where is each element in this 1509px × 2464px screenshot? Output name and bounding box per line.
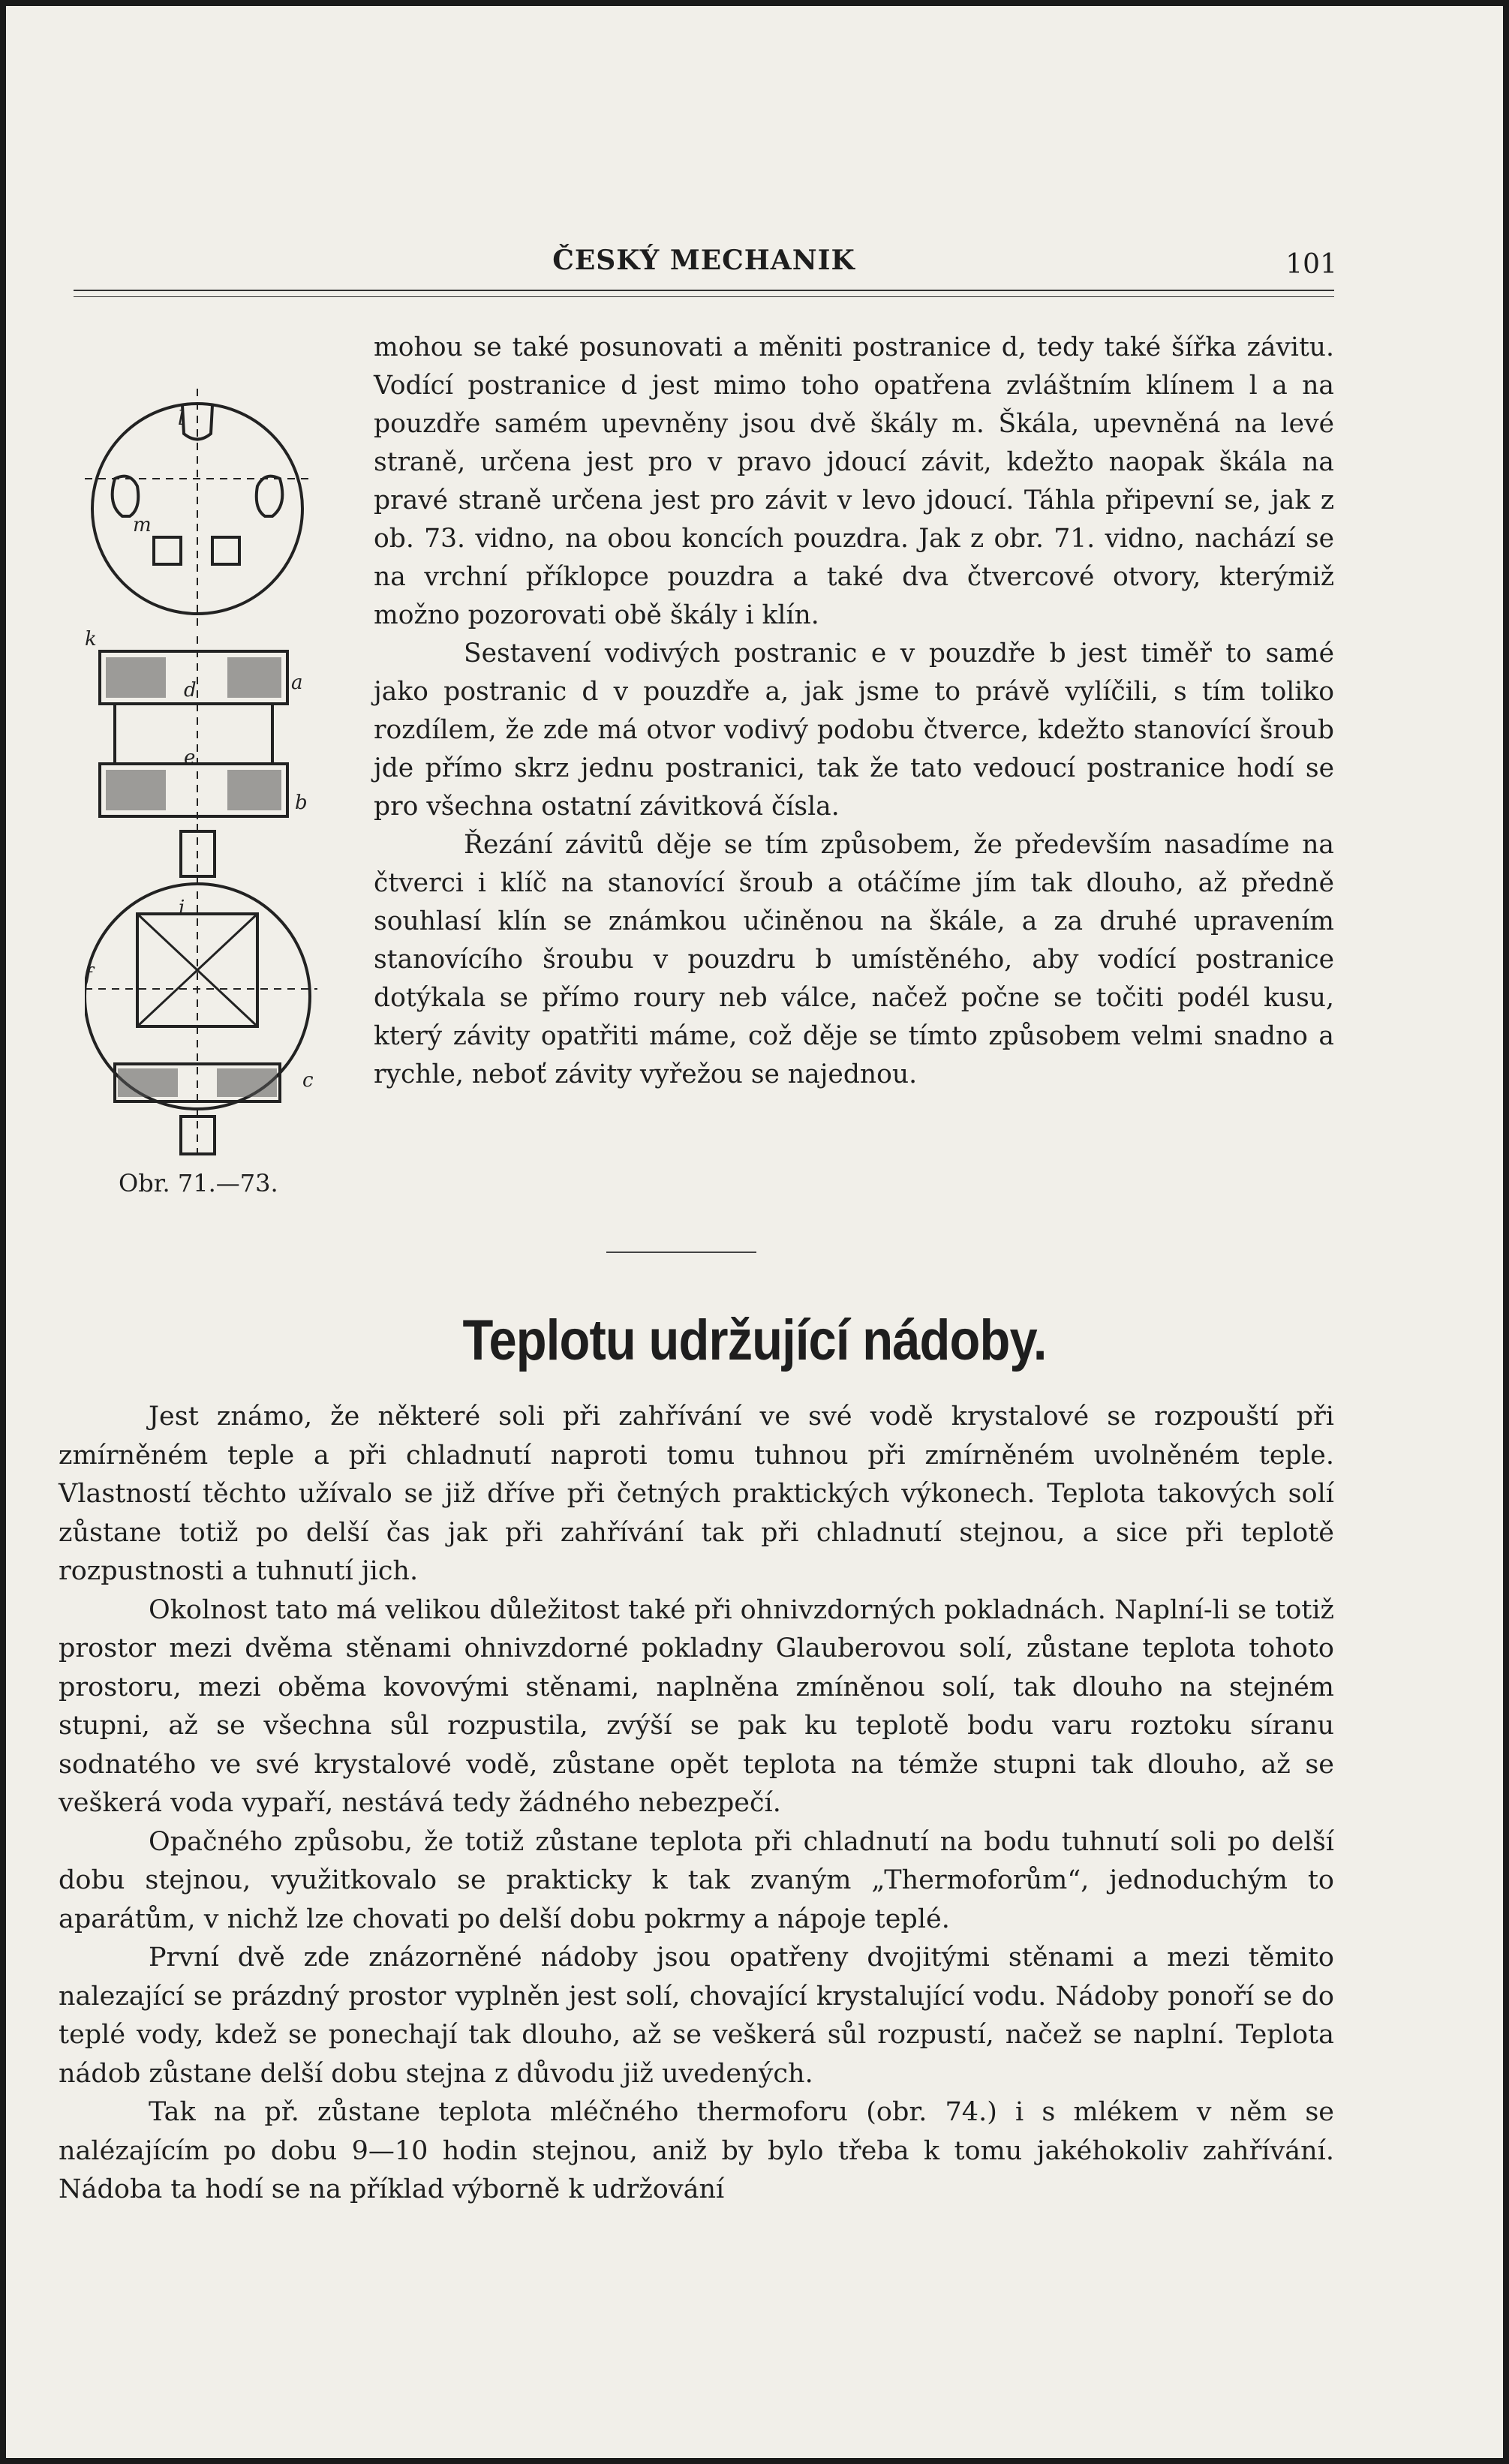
header-rule-thin bbox=[74, 296, 1334, 297]
fig71-window-right bbox=[212, 537, 239, 564]
column-text bbox=[374, 329, 1334, 1094]
column-paragraph: Sestavení vodivých postranic e v pouzdře b jest timěř to samé jako postranic d v pouzdře a, jak jsme to právě vylíčili, s tím toliko rozdílem, že zde má otvor vodivý podobu čtverce, kdežto stanovící šroub jde přímo skrz jednu postranici, tak že tato vedoucí postranice hodí se pro všechna ostatní závitková čísla. bbox=[374, 639, 1334, 822]
column-paragraph: mohou se také posunovati a měniti postranice d, tedy také šířka závitu. Vodící postranice d jest mimo toho opatřena zvláštním klínem l a na pouzdře samém upevněny jsou dvě škály m. Škála, upevněná na levé straně, určena jest pro v pravo jdoucí závit, kdežto naopak škála na pravé straně určena jest pro závit v levo jdoucí. Táhla připevní se, jak z ob. 73. vidno, na obou koncích pouzdra. Jak z obr. 71. vidno, nachází se na vrchní příklopce pouzdra a také dva čtvercové otvory, kterýmiž možno pozorovati obě škály i klín. bbox=[374, 332, 1334, 630]
body-paragraph: Opačného způsobu, že totiž zůstane teplota při chladnutí na bodu tuhnutí soli po delší dobu stejnou, využitkovalo se prakticky k tak zvaným „Thermoforům“, jednoduchým to aparátům, v nichž lze chovati po delší dobu pokrmy a nápoje teplé. bbox=[59, 1826, 1334, 1934]
book-page bbox=[6, 6, 1503, 2458]
technical-figure bbox=[85, 344, 340, 1221]
figure-caption: Obr. 71.—73. bbox=[119, 1169, 278, 1197]
label-e: e bbox=[184, 747, 196, 769]
label-a: a bbox=[291, 672, 303, 694]
running-title: ČESKÝ MECHANIK bbox=[552, 245, 855, 276]
die-stock-illustration bbox=[85, 344, 340, 1184]
body-paragraph: Jest známo, že některé soli při zahřívání ve své vodě krystalové se rozpouští při zmírněném teple a při chladnutí naproti tomu tuhnou při zmírněném uvolněném teple. Vlastností těchto užívalo se již dříve při četných praktických výkonech. Teplota takových solí zůstane totiž po delší čas jak při zahřívání tak při chladnutí stejnou, a sice při teplotě rozpustnosti a tuhnutí jich. bbox=[59, 1402, 1334, 1586]
label-f: f bbox=[85, 964, 92, 987]
section-body bbox=[59, 1398, 1334, 2210]
label-i: i bbox=[179, 897, 185, 919]
label-d: d bbox=[184, 679, 197, 702]
body-paragraph: První dvě zde znázorněné nádoby jsou opatřeny dvojitými stěnami a mezi těmito nalezající se prázdný prostor vyplněn jest solí, chovající krystalující vodu. Nádoby ponoří se do teplé vody, kdež se ponechají tak dlouho, až se veškerá sůl rozpustí, načež se naplní. Teplota nádob zůstane delší dobu stejna z důvodu již uvedených. bbox=[59, 1943, 1334, 2089]
label-c: c bbox=[302, 1069, 314, 1092]
label-m: m bbox=[133, 514, 152, 536]
header-rule bbox=[74, 290, 1334, 291]
fig71-right-slot bbox=[257, 476, 283, 516]
label-k: k bbox=[85, 628, 97, 651]
body-paragraph: Okolnost tato má velikou důležitost také při ohnivzdorných pokladnách. Naplní-li se totiž prostor mezi dvěma stěnami ohnivzdorné pokladny Glauberovou solí, zůstane teplota tohoto prostoru, mezi oběma kovovými stěnami, naplněna zmíněnou solí, tak dlouho na stejném stupni, až se všechna sůl rozpustila, zvýší se pak ku teplotě bodu varu roztoku síranu sodnatého ve své krystalové vodě, zůstane opět teplota na témže stupni tak dlouho, až se veškerá voda vypaří, nestává tedy žádného nebezpečí. bbox=[59, 1594, 1334, 1818]
page-header bbox=[74, 245, 1337, 290]
section-title: Teplotu udržující nádoby. bbox=[462, 1309, 1047, 1372]
body-paragraph: Tak na př. zůstane teplota mléčného thermoforu (obr. 74.) i s mlékem v něm se nalézajícím po dobu 9—10 hodin stejnou, aniž by bylo třeba k tomu jakéhokoliv zahřívání. Nádoba ta hodí se na příklad výborně k udržování bbox=[59, 2097, 1334, 2204]
label-l: l bbox=[178, 407, 185, 430]
label-b: b bbox=[295, 792, 308, 814]
section-divider bbox=[606, 1252, 756, 1253]
fig71-left-slot bbox=[113, 476, 139, 516]
fig71-window-left bbox=[154, 537, 181, 564]
column-paragraph: Řezání závitů děje se tím způsobem, že především nasadíme na čtverci i klíč na stanovící šroub a otáčíme jím tak dlouho, až předně souhlasí klín se známkou učiněnou na škále, a za druhé upravením stanovícího šroubu v pouzdru b umístěného, aby vodící postranice dotýkala se přímo roury neb válce, načež počne se točiti podél kusu, který závity opatřiti máme, což děje se tímto způsobem velmi snadno a rychle, neboť závity vyřežou se najednou. bbox=[374, 830, 1334, 1089]
page-number: 101 bbox=[1285, 249, 1337, 280]
